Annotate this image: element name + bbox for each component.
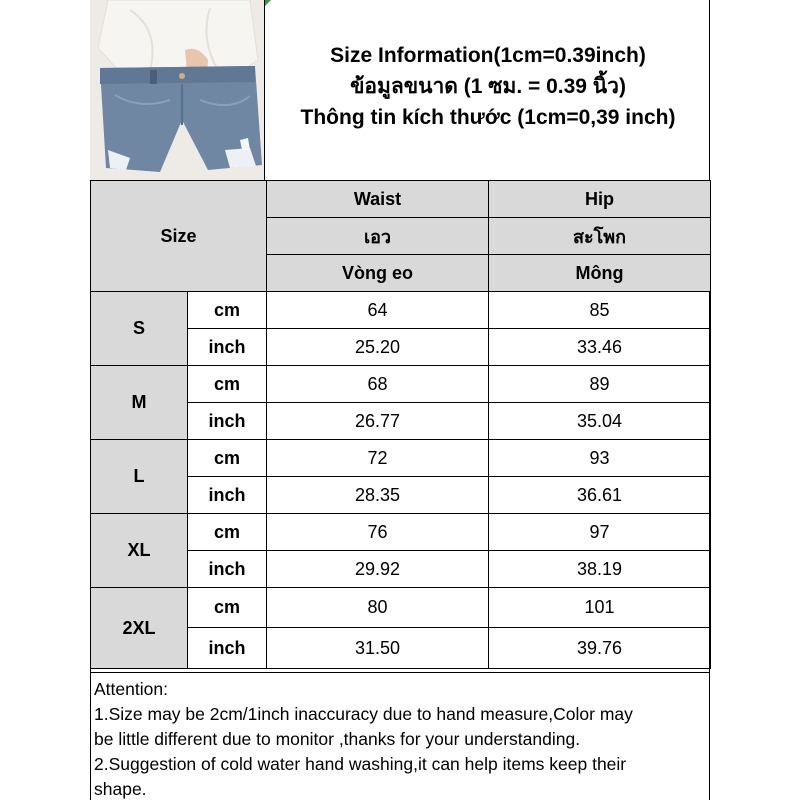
title-english: Size Information(1cm=0.39inch) — [330, 44, 646, 67]
col-waist-vi: Vòng eo — [267, 255, 489, 292]
size-label: XL — [91, 514, 188, 588]
table-row — [91, 588, 711, 628]
attention-notes — [90, 672, 710, 800]
waist-cm: 76 — [267, 514, 489, 551]
unit-inch: inch — [188, 403, 267, 440]
table-row — [91, 292, 711, 329]
col-hip-en: Hip — [489, 181, 711, 218]
col-hip-vi: Mông — [489, 255, 711, 292]
denim-shorts-image — [90, 0, 265, 180]
size-label: L — [91, 440, 188, 514]
unit-inch: inch — [188, 329, 267, 366]
unit-inch: inch — [188, 477, 267, 514]
waist-cm: 80 — [267, 588, 489, 628]
hip-inch: 38.19 — [489, 551, 711, 588]
unit-cm: cm — [188, 514, 267, 551]
hip-cm: 85 — [489, 292, 711, 329]
notes-line: be little different due to monitor ,thanks for your understanding. — [94, 729, 581, 749]
size-table — [90, 180, 711, 669]
hip-inch: 33.46 — [489, 329, 711, 366]
waist-inch: 28.35 — [267, 477, 489, 514]
notes-line: shape. — [94, 779, 147, 799]
title-vietnamese: Thông tin kích thước (1cm=0,39 inch) — [300, 106, 676, 129]
waist-inch: 29.92 — [267, 551, 489, 588]
col-hip-th: สะโพก — [489, 218, 711, 255]
hip-cm: 101 — [489, 588, 711, 628]
hip-cm: 93 — [489, 440, 711, 477]
photo-corner-mark — [265, 0, 271, 6]
unit-cm: cm — [188, 440, 267, 477]
unit-inch: inch — [188, 551, 267, 588]
unit-cm: cm — [188, 588, 267, 628]
size-label: 2XL — [91, 588, 188, 669]
hip-cm: 97 — [489, 514, 711, 551]
table-row — [91, 440, 711, 477]
notes-heading: Attention: — [94, 679, 168, 699]
table-row — [91, 366, 711, 403]
unit-cm: cm — [188, 292, 267, 329]
notes-line: 1.Size may be 2cm/1inch inaccuracy due to hand measure,Color may — [94, 704, 633, 724]
waist-cm: 64 — [267, 292, 489, 329]
hip-inch: 39.76 — [489, 628, 711, 669]
hip-inch: 36.61 — [489, 477, 711, 514]
table-row — [91, 514, 711, 551]
hip-inch: 35.04 — [489, 403, 711, 440]
col-waist-en: Waist — [267, 181, 489, 218]
size-header: Size — [91, 181, 267, 292]
size-label: M — [91, 366, 188, 440]
hip-cm: 89 — [489, 366, 711, 403]
unit-cm: cm — [188, 366, 267, 403]
col-waist-th: เอว — [267, 218, 489, 255]
unit-inch: inch — [188, 628, 267, 669]
header-section — [90, 0, 710, 181]
waist-cm: 72 — [267, 440, 489, 477]
notes-line: 2.Suggestion of cold water hand washing,it can help items keep their — [94, 754, 627, 774]
waist-inch: 25.20 — [267, 329, 489, 366]
product-photo — [90, 0, 265, 180]
title-thai: ข้อมูลขนาด (1 ซม. = 0.39 นิ้ว) — [350, 75, 626, 98]
waist-cm: 68 — [267, 366, 489, 403]
waist-inch: 31.50 — [267, 628, 489, 669]
size-label: S — [91, 292, 188, 366]
waist-inch: 26.77 — [267, 403, 489, 440]
size-information-title — [266, 40, 710, 133]
